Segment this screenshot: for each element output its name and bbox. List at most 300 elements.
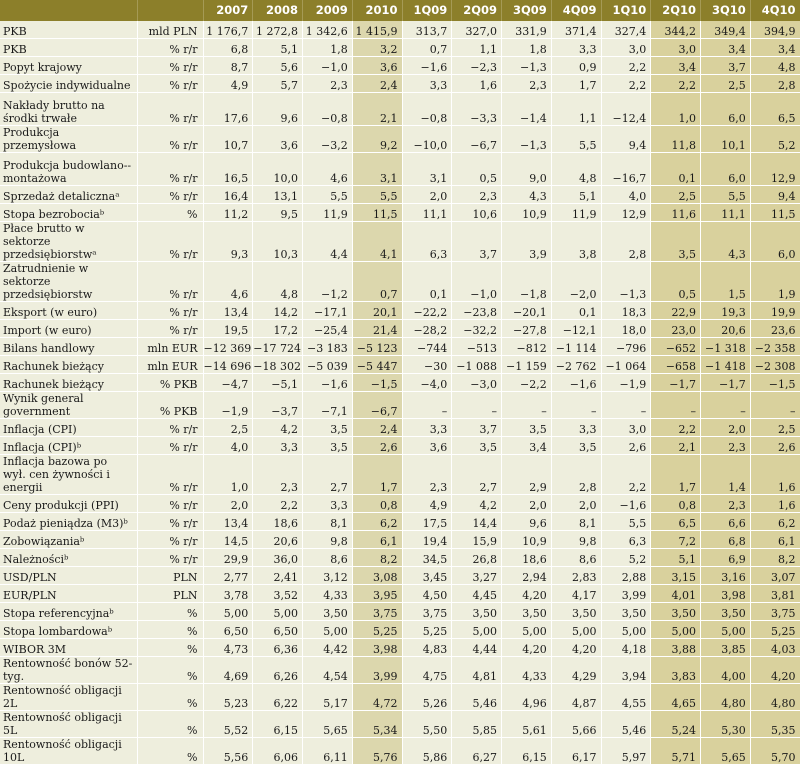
cell-2009: 3,3 xyxy=(303,495,353,513)
cell-2009: 11,9 xyxy=(303,204,353,222)
cell-4q09: 5,1 xyxy=(551,186,601,204)
cell-2009: −17,1 xyxy=(303,302,353,320)
cell-1q09: 313,7 xyxy=(402,21,452,39)
cell-3q09: 9,0 xyxy=(502,153,552,186)
cell-2q10: 7,2 xyxy=(651,531,701,549)
cell-2010: 3,08 xyxy=(352,567,402,585)
cell-2009: 3,5 xyxy=(303,419,353,437)
cell-4q09: 5,5 xyxy=(551,126,601,153)
cell-2q10: 1,7 xyxy=(651,455,701,495)
table-row xyxy=(0,302,800,320)
cell-2007: 4,9 xyxy=(203,75,253,93)
cell-3q10: 1,5 xyxy=(701,262,751,302)
row-unit: % r/r xyxy=(137,222,203,262)
cell-4q10: 4,8 xyxy=(750,57,800,75)
row-unit: % xyxy=(137,657,203,684)
cell-3q10: 4,80 xyxy=(701,684,751,711)
cell-2009: −1,6 xyxy=(303,374,353,392)
cell-2007: 29,9 xyxy=(203,549,253,567)
cell-2008: 14,2 xyxy=(253,302,303,320)
cell-3q10: 2,0 xyxy=(701,419,751,437)
cell-1q09: 3,75 xyxy=(402,603,452,621)
cell-2q10: 6,5 xyxy=(651,513,701,531)
row-label: Popyt krajowy xyxy=(0,57,137,75)
cell-2009: 5,65 xyxy=(303,711,353,738)
cell-4q10: 11,5 xyxy=(750,204,800,222)
row-label: Produkcja budowlano--montażowa xyxy=(0,153,137,186)
column-header-4q10: 4Q10 xyxy=(750,0,800,21)
cell-2008: 6,50 xyxy=(253,621,303,639)
column-header-4q09: 4Q09 xyxy=(551,0,601,21)
table-row xyxy=(0,93,800,126)
cell-2q09: 15,9 xyxy=(452,531,502,549)
cell-2008: 2,3 xyxy=(253,455,303,495)
cell-1q09: 2,0 xyxy=(402,186,452,204)
cell-1q10: 3,99 xyxy=(601,585,651,603)
cell-4q10: 4,80 xyxy=(750,684,800,711)
row-label: Zatrudnienie w sektorze przedsiębiorstw xyxy=(0,262,137,302)
cell-2q09: 10,6 xyxy=(452,204,502,222)
cell-4q09: 3,8 xyxy=(551,222,601,262)
row-label: Rentowność obligacji 2L xyxy=(0,684,137,711)
cell-2009: 5,00 xyxy=(303,621,353,639)
cell-3q10: 6,9 xyxy=(701,549,751,567)
cell-2q10: 3,83 xyxy=(651,657,701,684)
cell-2008: 6,26 xyxy=(253,657,303,684)
cell-3q10: 5,30 xyxy=(701,711,751,738)
cell-2007: 17,6 xyxy=(203,93,253,126)
cell-2008: 6,22 xyxy=(253,684,303,711)
cell-2q09: 3,27 xyxy=(452,567,502,585)
cell-2008: 20,6 xyxy=(253,531,303,549)
cell-2009: 4,33 xyxy=(303,585,353,603)
row-unit: % PKB xyxy=(137,392,203,419)
cell-2q09: 5,85 xyxy=(452,711,502,738)
cell-3q09: −1,3 xyxy=(502,57,552,75)
cell-4q09: 9,8 xyxy=(551,531,601,549)
cell-2q09: 0,5 xyxy=(452,153,502,186)
cell-4q09: 4,8 xyxy=(551,153,601,186)
cell-2q10: 3,0 xyxy=(651,39,701,57)
row-label: PKB xyxy=(0,39,137,57)
cell-2009: −0,8 xyxy=(303,93,353,126)
cell-2007: 16,4 xyxy=(203,186,253,204)
cell-3q10: 5,5 xyxy=(701,186,751,204)
cell-3q09: −812 xyxy=(502,338,552,356)
table-row xyxy=(0,419,800,437)
cell-2q09: 2,3 xyxy=(452,186,502,204)
cell-2009: 3,12 xyxy=(303,567,353,585)
table-row xyxy=(0,603,800,621)
cell-1q09: −10,0 xyxy=(402,126,452,153)
table-row xyxy=(0,711,800,738)
cell-1q09: 4,75 xyxy=(402,657,452,684)
cell-2007: 14,5 xyxy=(203,531,253,549)
row-unit: mld PLN xyxy=(137,21,203,39)
row-label: Inflacja (CPI)ᵇ xyxy=(0,437,137,455)
cell-1q10: 3,0 xyxy=(601,39,651,57)
cell-3q09: – xyxy=(502,392,552,419)
cell-2008: 1 272,8 xyxy=(253,21,303,39)
cell-4q09: 0,1 xyxy=(551,302,601,320)
cell-4q10: 8,2 xyxy=(750,549,800,567)
row-unit: % r/r xyxy=(137,419,203,437)
cell-4q09: 371,4 xyxy=(551,21,601,39)
cell-2q10: 3,15 xyxy=(651,567,701,585)
row-label: Wynik general government xyxy=(0,392,137,419)
row-label: Stopa bezrobociaᵇ xyxy=(0,204,137,222)
cell-2010: −5 123 xyxy=(352,338,402,356)
cell-2007: 2,0 xyxy=(203,495,253,513)
cell-2007: 5,52 xyxy=(203,711,253,738)
row-label: USD/PLN xyxy=(0,567,137,585)
cell-2q09: −32,2 xyxy=(452,320,502,338)
cell-2q10: 2,2 xyxy=(651,419,701,437)
cell-2008: 3,6 xyxy=(253,126,303,153)
cell-3q09: 10,9 xyxy=(502,204,552,222)
cell-2007: 8,7 xyxy=(203,57,253,75)
cell-1q09: 3,45 xyxy=(402,567,452,585)
cell-2007: 4,6 xyxy=(203,262,253,302)
cell-3q10: 20,6 xyxy=(701,320,751,338)
cell-4q09: 3,3 xyxy=(551,419,601,437)
row-label: EUR/PLN xyxy=(0,585,137,603)
cell-1q09: −30 xyxy=(402,356,452,374)
cell-4q09: 5,66 xyxy=(551,711,601,738)
cell-2q09: −3,3 xyxy=(452,93,502,126)
cell-4q09: 8,1 xyxy=(551,513,601,531)
row-label: Inflacja (CPI) xyxy=(0,419,137,437)
cell-1q10: 2,88 xyxy=(601,567,651,585)
cell-3q10: 4,3 xyxy=(701,222,751,262)
cell-2010: 4,1 xyxy=(352,222,402,262)
cell-1q09: 5,26 xyxy=(402,684,452,711)
cell-1q10: 9,4 xyxy=(601,126,651,153)
cell-1q10: −1,9 xyxy=(601,374,651,392)
column-header-2q10: 2Q10 xyxy=(651,0,701,21)
cell-1q10: 2,2 xyxy=(601,75,651,93)
row-unit: % r/r xyxy=(137,513,203,531)
cell-2008: 18,6 xyxy=(253,513,303,531)
row-unit: % r/r xyxy=(137,437,203,455)
row-unit: % xyxy=(137,621,203,639)
row-label: Produkcja przemysłowa xyxy=(0,126,137,153)
cell-3q10: 3,98 xyxy=(701,585,751,603)
cell-1q09: 5,86 xyxy=(402,738,452,765)
cell-2q10: 5,1 xyxy=(651,549,701,567)
cell-2q09: 1,6 xyxy=(452,75,502,93)
cell-4q10: 5,70 xyxy=(750,738,800,765)
table-row xyxy=(0,621,800,639)
cell-1q10: 3,0 xyxy=(601,419,651,437)
cell-2008: 5,7 xyxy=(253,75,303,93)
row-label: Rachunek bieżący xyxy=(0,374,137,392)
cell-4q10: 6,0 xyxy=(750,222,800,262)
cell-2q09: −3,0 xyxy=(452,374,502,392)
cell-2010: 2,1 xyxy=(352,93,402,126)
cell-2q10: 2,5 xyxy=(651,186,701,204)
row-unit: mln EUR xyxy=(137,338,203,356)
cell-2008: 4,8 xyxy=(253,262,303,302)
cell-2009: 2,3 xyxy=(303,75,353,93)
cell-2010: 6,1 xyxy=(352,531,402,549)
cell-3q10: −1 318 xyxy=(701,338,751,356)
cell-3q10: 6,6 xyxy=(701,513,751,531)
cell-2010: 20,1 xyxy=(352,302,402,320)
cell-3q10: 3,85 xyxy=(701,639,751,657)
cell-2q09: 5,46 xyxy=(452,684,502,711)
cell-1q10: 2,2 xyxy=(601,57,651,75)
cell-1q10: – xyxy=(601,392,651,419)
cell-2q10: 3,50 xyxy=(651,603,701,621)
cell-4q10: 1,6 xyxy=(750,495,800,513)
cell-3q09: 4,20 xyxy=(502,585,552,603)
cell-2010: 2,4 xyxy=(352,75,402,93)
row-unit: % r/r xyxy=(137,320,203,338)
cell-4q10: 5,25 xyxy=(750,621,800,639)
row-unit: % xyxy=(137,738,203,765)
row-unit: % r/r xyxy=(137,75,203,93)
cell-2009: 5,5 xyxy=(303,186,353,204)
table-row xyxy=(0,684,800,711)
table-row xyxy=(0,21,800,39)
cell-2010: 9,2 xyxy=(352,126,402,153)
cell-2008: 6,15 xyxy=(253,711,303,738)
row-unit: PLN xyxy=(137,585,203,603)
cell-3q09: −1,3 xyxy=(502,126,552,153)
cell-4q09: 4,20 xyxy=(551,639,601,657)
table-row xyxy=(0,222,800,262)
cell-3q10: 349,4 xyxy=(701,21,751,39)
cell-1q10: 18,0 xyxy=(601,320,651,338)
cell-4q09: −1 114 xyxy=(551,338,601,356)
cell-2q09: 1,1 xyxy=(452,39,502,57)
table-body xyxy=(0,21,800,765)
cell-3q10: 4,00 xyxy=(701,657,751,684)
table-row xyxy=(0,57,800,75)
cell-2009: −1,0 xyxy=(303,57,353,75)
cell-4q09: 5,00 xyxy=(551,621,601,639)
column-header-2010: 2010 xyxy=(352,0,402,21)
cell-3q09: 5,00 xyxy=(502,621,552,639)
cell-2009: −3,2 xyxy=(303,126,353,153)
cell-4q09: 2,8 xyxy=(551,455,601,495)
cell-2008: 5,6 xyxy=(253,57,303,75)
cell-4q09: – xyxy=(551,392,601,419)
cell-2010: 1 415,9 xyxy=(352,21,402,39)
cell-4q09: 3,5 xyxy=(551,437,601,455)
cell-2009: 4,6 xyxy=(303,153,353,186)
row-label: Stopa lombardowaᵇ xyxy=(0,621,137,639)
cell-4q09: 11,9 xyxy=(551,204,601,222)
cell-2007: 4,73 xyxy=(203,639,253,657)
row-label: Rentowność obligacji 5L xyxy=(0,711,137,738)
cell-2008: 2,41 xyxy=(253,567,303,585)
cell-1q09: −744 xyxy=(402,338,452,356)
cell-1q10: 18,3 xyxy=(601,302,651,320)
cell-2008: −5,1 xyxy=(253,374,303,392)
cell-1q10: 4,18 xyxy=(601,639,651,657)
cell-2q10: – xyxy=(651,392,701,419)
cell-3q09: 2,0 xyxy=(502,495,552,513)
cell-1q10: 5,2 xyxy=(601,549,651,567)
cell-4q10: 3,81 xyxy=(750,585,800,603)
cell-1q10: 2,2 xyxy=(601,455,651,495)
cell-2009: −5 039 xyxy=(303,356,353,374)
cell-3q09: 4,20 xyxy=(502,639,552,657)
cell-4q10: 6,5 xyxy=(750,93,800,126)
cell-2009: 8,6 xyxy=(303,549,353,567)
cell-4q09: 3,50 xyxy=(551,603,601,621)
cell-2007: 13,4 xyxy=(203,302,253,320)
column-header-1q10: 1Q10 xyxy=(601,0,651,21)
cell-2007: 2,77 xyxy=(203,567,253,585)
row-unit: % xyxy=(137,204,203,222)
cell-1q10: −12,4 xyxy=(601,93,651,126)
row-unit: % r/r xyxy=(137,495,203,513)
cell-4q09: −2,0 xyxy=(551,262,601,302)
cell-1q09: 11,1 xyxy=(402,204,452,222)
cell-2007: 1,0 xyxy=(203,455,253,495)
cell-4q10: 394,9 xyxy=(750,21,800,39)
cell-2010: 21,4 xyxy=(352,320,402,338)
cell-3q10: 6,0 xyxy=(701,93,751,126)
cell-1q09: 0,7 xyxy=(402,39,452,57)
row-label: Ceny produkcji (PPI) xyxy=(0,495,137,513)
cell-4q09: 3,3 xyxy=(551,39,601,57)
cell-4q09: −12,1 xyxy=(551,320,601,338)
table-row xyxy=(0,455,800,495)
table-row xyxy=(0,320,800,338)
cell-2q10: 5,24 xyxy=(651,711,701,738)
cell-4q09: 8,6 xyxy=(551,549,601,567)
cell-2007: −1,9 xyxy=(203,392,253,419)
cell-2q09: 2,7 xyxy=(452,455,502,495)
cell-2008: 3,52 xyxy=(253,585,303,603)
cell-3q10: 11,1 xyxy=(701,204,751,222)
cell-1q09: −28,2 xyxy=(402,320,452,338)
cell-2010: 2,6 xyxy=(352,437,402,455)
cell-2q10: 5,00 xyxy=(651,621,701,639)
cell-3q09: 3,4 xyxy=(502,437,552,455)
row-unit: % r/r xyxy=(137,126,203,153)
cell-1q09: 3,1 xyxy=(402,153,452,186)
cell-3q09: 2,9 xyxy=(502,455,552,495)
cell-4q10: −2 308 xyxy=(750,356,800,374)
cell-2q10: 4,65 xyxy=(651,684,701,711)
cell-1q09: 0,1 xyxy=(402,262,452,302)
cell-3q10: 2,3 xyxy=(701,437,751,455)
cell-2009: −1,2 xyxy=(303,262,353,302)
cell-2010: 11,5 xyxy=(352,204,402,222)
cell-3q10: 2,3 xyxy=(701,495,751,513)
cell-2009: 9,8 xyxy=(303,531,353,549)
cell-3q09: 4,3 xyxy=(502,186,552,204)
cell-2q10: 0,1 xyxy=(651,153,701,186)
cell-3q09: 5,61 xyxy=(502,711,552,738)
cell-3q09: 18,6 xyxy=(502,549,552,567)
cell-4q10: −2 358 xyxy=(750,338,800,356)
cell-1q09: – xyxy=(402,392,452,419)
table-row xyxy=(0,495,800,513)
cell-1q09: 3,3 xyxy=(402,419,452,437)
cell-1q09: 5,50 xyxy=(402,711,452,738)
cell-2q10: 3,4 xyxy=(651,57,701,75)
cell-2008: 6,36 xyxy=(253,639,303,657)
cell-2010: 3,1 xyxy=(352,153,402,186)
cell-1q10: −1 064 xyxy=(601,356,651,374)
cell-1q09: −1,6 xyxy=(402,57,452,75)
cell-4q09: 4,17 xyxy=(551,585,601,603)
cell-2q10: −652 xyxy=(651,338,701,356)
cell-2008: 10,0 xyxy=(253,153,303,186)
row-unit: % r/r xyxy=(137,153,203,186)
cell-2q10: 23,0 xyxy=(651,320,701,338)
row-unit: PLN xyxy=(137,567,203,585)
cell-3q09: 4,96 xyxy=(502,684,552,711)
cell-1q09: 3,6 xyxy=(402,437,452,455)
table-row xyxy=(0,126,800,153)
row-unit: % r/r xyxy=(137,186,203,204)
cell-2010: 5,25 xyxy=(352,621,402,639)
row-unit: % r/r xyxy=(137,262,203,302)
cell-2008: 5,1 xyxy=(253,39,303,57)
cell-1q09: 4,9 xyxy=(402,495,452,513)
cell-2007: 4,0 xyxy=(203,437,253,455)
cell-3q10: −1 418 xyxy=(701,356,751,374)
cell-2007: 10,7 xyxy=(203,126,253,153)
cell-2010: 5,76 xyxy=(352,738,402,765)
cell-2009: 4,4 xyxy=(303,222,353,262)
cell-1q10: 6,3 xyxy=(601,531,651,549)
table-row xyxy=(0,738,800,765)
cell-2007: −14 696 xyxy=(203,356,253,374)
cell-2010: 5,34 xyxy=(352,711,402,738)
cell-1q10: −16,7 xyxy=(601,153,651,186)
cell-3q09: 3,9 xyxy=(502,222,552,262)
cell-1q09: 19,4 xyxy=(402,531,452,549)
cell-2q10: 0,8 xyxy=(651,495,701,513)
cell-2q09: 4,2 xyxy=(452,495,502,513)
cell-2008: 6,06 xyxy=(253,738,303,765)
cell-4q10: 2,5 xyxy=(750,419,800,437)
cell-2009: 2,7 xyxy=(303,455,353,495)
cell-2009: 8,1 xyxy=(303,513,353,531)
cell-3q09: −1 159 xyxy=(502,356,552,374)
cell-2007: 4,69 xyxy=(203,657,253,684)
cell-2010: 3,99 xyxy=(352,657,402,684)
cell-3q09: −1,8 xyxy=(502,262,552,302)
cell-2q10: 22,9 xyxy=(651,302,701,320)
cell-2q09: 5,00 xyxy=(452,621,502,639)
cell-2q09: 26,8 xyxy=(452,549,502,567)
cell-2007: 1 176,7 xyxy=(203,21,253,39)
cell-2009: 4,42 xyxy=(303,639,353,657)
cell-2q10: 2,2 xyxy=(651,75,701,93)
table-row xyxy=(0,392,800,419)
table-row xyxy=(0,39,800,57)
row-unit: % xyxy=(137,603,203,621)
row-unit: % PKB xyxy=(137,374,203,392)
cell-1q10: 12,9 xyxy=(601,204,651,222)
table-row xyxy=(0,531,800,549)
cell-1q10: 3,94 xyxy=(601,657,651,684)
cell-2007: 19,5 xyxy=(203,320,253,338)
table-row xyxy=(0,549,800,567)
cell-3q09: 4,33 xyxy=(502,657,552,684)
cell-4q09: 6,17 xyxy=(551,738,601,765)
cell-3q10: 10,1 xyxy=(701,126,751,153)
